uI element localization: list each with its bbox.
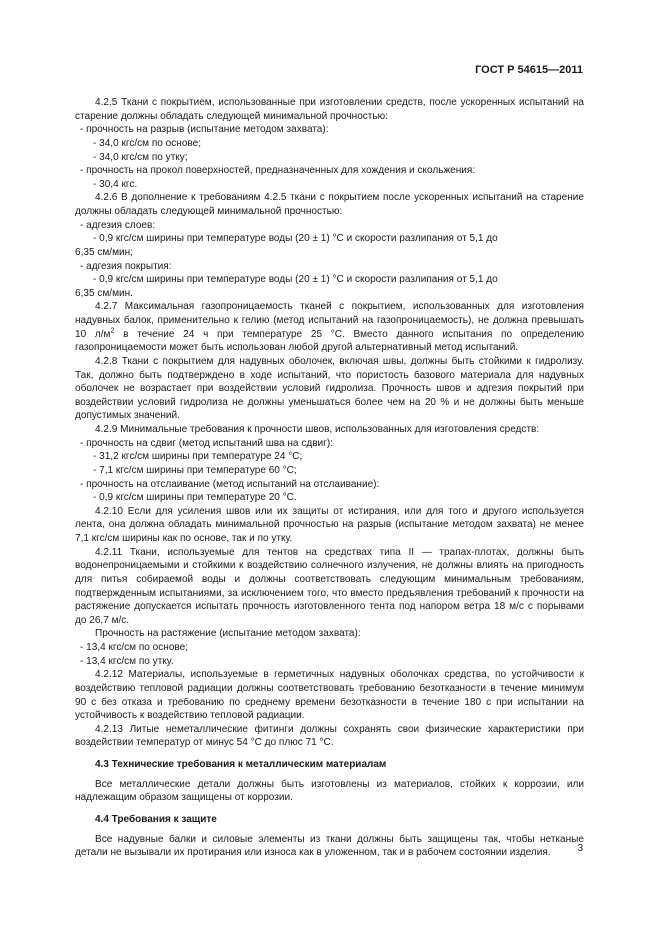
list-item: - 0,9 кгс/см ширины при температуре воды (20 ± 1) °С и скорости разлипания от 5,1 до [93, 233, 498, 245]
document-code: ГОСТ Р 54615—2011 [475, 64, 583, 76]
paragraph-4-2-10: 4.2.10 Если для усиления швов или их защиты от истирания, или для того и другого используется лента, она должна обладать минимальной прочностью на разрыв (испытание методом захвата) не менее 7,1 кгс/см ширины как по основе, так и по утку. [75, 505, 584, 544]
list-item: - прочность на разрыв (испытание методом захвата): [80, 124, 329, 136]
section-heading-4-4: 4.4 Требования к защите [95, 813, 217, 825]
list-item-continuation: 6,35 см/мин. [75, 287, 133, 299]
list-item: - 13,4 кгс/см по основе; [80, 642, 189, 653]
list-item: - адгезия покрытия: [80, 260, 172, 272]
list-item: - 30,4 кгс. [93, 178, 138, 190]
list-item: - прочность на сдвиг (метод испытаний шва на сдвиг): [80, 437, 333, 449]
list-item: - 31,2 кгс/см ширины при температуре 24 °С; [93, 451, 303, 463]
paragraph-4-2-7-part-b: в течение 24 ч при температуре 25 °С. Вместо данного испытания по определению газопроницаемости может быть использован любой другой альтернативный метод испытаний. [75, 328, 585, 354]
list-item: - 34,0 кгс/см по основе; [93, 137, 202, 149]
paragraph-4-2-9: 4.2.9 Минимальные требования к прочности швов, использованных для изготовления средств: [95, 424, 540, 435]
section-heading-4-3: 4.3 Технические требования к металлическим материалам [95, 759, 387, 770]
page-number: 3 [577, 843, 583, 854]
paragraph-4-4: Все надувные балки и силовые элементы из ткани должны быть защищены так, чтобы нетканые детали не вызывали их протирания или износа как в уложенном, так и в рабочем состоянии изделия. [75, 833, 584, 859]
list-item: - 13,4 кгс/см по утку. [80, 655, 174, 667]
paragraph-4-2-8: 4.2.8 Ткани с покрытием для надувных оболочек, включая швы, должны быть стойкими к гидролизу. Так, должно быть подтверждено в ходе испытаний, что пористость базового материала для надувных оболочек не возрастает при воздействии условий гидролиза. Прочность швов и адгезия покрытий при воздействии условий гидролиза не должны уменьшаться более чем на 20 % и не должны быть меньше допустимых значений. [75, 355, 584, 422]
paragraph-4-2-12: 4.2.12 Материалы, используемые в герметичных надувных оболочках средства, по устойчивости к воздействию тепловой радиации должны соответствовать требованию безотказности в течение минимум 90 с без отказа и требованию по среднему времени безотказности в течение 180 с при испытании на устойчивость к воздействию тепловой радиации. [75, 669, 584, 722]
paragraph-4-2-7 [75, 300, 584, 355]
list-item: - 7,1 кгс/см ширины при температуре 60 °С; [93, 464, 297, 476]
list-item-continuation: 6,35 см/мин; [75, 246, 133, 258]
superscript: 2 [110, 327, 115, 335]
list-item: - адгезия слоев: [80, 219, 156, 231]
paragraph-4-2-6: 4.2.6 В дополнение к требованиям 4.2.5 ткани с покрытием после ускоренных испытаний на старение должны обладать следующей минимальной прочностью: [75, 192, 584, 217]
list-item: - 0,9 кгс/см ширины при температуре 20 °С. [93, 492, 297, 504]
paragraph-4-3: Все металлические детали должны быть изготовлены из материалов, стойких к коррозии, или надлежащим образом защищены от коррозии. [75, 778, 584, 804]
list-item: - прочность на прокол поверхностей, предназначенных для хождения и скольжения: [80, 165, 476, 177]
paragraph-4-2-7-part-a: 4.2.7 Максимальная газопроницаемость тканей с покрытием, использованных для изготовления надувных балок, применительно к гелию (метод испытаний на газопроницаемость), не должна превышать 10 л/м [75, 301, 584, 340]
paragraph-4-2-11-subheading: Прочность на растяжение (испытание методом захвата): [95, 628, 361, 640]
paragraph-4-2-13: 4.2.13 Литые неметаллические фитинги должны сохранять свои физические характеристики при воздействии температур от минус 54 °С до плюс 71 °С. [75, 723, 584, 749]
list-item: - 34,0 кгс/см по утку; [93, 151, 188, 163]
paragraph-4-2-11: 4.2.11 Ткани, используемые для тентов на средствах типа II — трапах-плотах, должны быть водонепроницаемыми и стойкими к воздействию солнечного излучения, не должны влиять на пригодность для питья собираемой воды и должны соответствовать следующим минимальным требованиям, подтвержденным испытаниями, за исключением того, что вместо предъявления требований к прочности на растяжение допускается испытать прочность изготовленного тента под напором ветра 18 м/с с порывами до 26,7 м/с. [75, 546, 584, 626]
list-item: - прочность на отслаивание (метод испытаний на отслаивание): [80, 478, 380, 490]
paragraph-4-2-5: 4.2.5 Ткани с покрытием, использованные при изготовлении средств, после ускоренных испытаний на старение должны обладать следующей минимальной прочностью: [75, 97, 584, 122]
document-body [75, 96, 584, 860]
list-item: - 0,9 кгс/см ширины при температуре воды (20 ± 1) °С и скорости разлипания от 5,1 до [93, 274, 498, 286]
